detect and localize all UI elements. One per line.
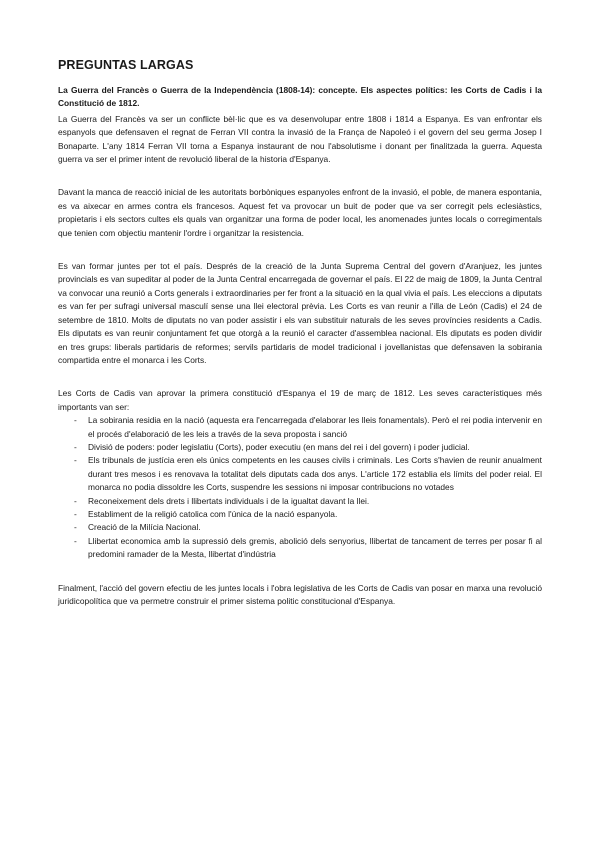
- list-item: [74, 414, 542, 441]
- list-item: [74, 454, 542, 494]
- page-title: PREGUNTAS LARGAS: [58, 58, 194, 72]
- bullet-marker: -: [74, 508, 77, 519]
- bullet-marker: -: [74, 455, 77, 466]
- list-item-text: Establiment de la religió catolica com l'única de la nació espanyola.: [88, 508, 338, 519]
- list-item: [74, 441, 542, 454]
- bullet-marker: -: [74, 415, 77, 426]
- bullet-marker: -: [74, 522, 77, 533]
- bullet-marker: -: [74, 441, 77, 452]
- list-item-text: Divisió de poders: poder legislatiu (Corts), poder executiu (en mans del rei i del govern) i poder judicial.: [88, 441, 470, 452]
- list-item: [74, 521, 542, 534]
- question-heading: La Guerra del Francès o Guerra de la Independència (1808-14): concepte. Els aspectes polítics: les Corts de Cadis i la Constitució de 1812.: [58, 85, 542, 109]
- list-item: [74, 535, 542, 562]
- paragraph-conclusion: Finalment, l'acció del govern efectiu de les juntes locals i l'obra legislativa de les Corts de Cadis van posar en marxa una revolució juridicopolítica que va permetre construir el primer sistema politic constitucional d'Espanya.: [58, 582, 542, 606]
- bullet-marker: -: [74, 495, 77, 506]
- list-item-text: Reconeixement dels drets i llibertats individuals i de la igualtat davant la llei.: [88, 495, 370, 506]
- paragraph-intro: La Guerra del Francès va ser un conflicte bèl·lic que es va desenvolupar entre 1808 i 1814 a Espanya. Es van enfrontar els espanyols que defensaven el regnat de Ferran VII contra la invasió de la França de Napoleó i el govern del seu germa Josep I Bonaparte. L'any 1814 Ferran VII torna a Espanya instaurant de nou l'absolutisme i donant per finalitzada la guerra. Aquesta guerra va ser el primer intent de revolució liberal de la historia d'Espanya.: [58, 113, 542, 165]
- paragraph-constitucio: Les Corts de Cadis van aprovar la primera constitució d'Espanya el 19 de març de 1812. Les seves característiques més importants van ser:: [58, 388, 542, 412]
- list-item: [74, 495, 542, 508]
- paragraph-junta-central: Es van formar juntes per tot el país. Després de la creació de la Junta Suprema Central del govern d'Aranjuez, les juntes provincials es van supeditar al poder de la Junta Central encarregada de governar el país. El 22 de maig de 1809, la Junta Central va convocar una reunió a Corts generals i extraordinaries per fer front a la situació en la qual vivia el país. Les eleccions a diputats es van fer per sufragi universal masculí sense una llei electoral prèvia. Les Corts es van reunir a l'illa de León (Cadis) el 24 de setembre de 1810. Molts de diputats no van poder assistir i els van substituir naturals de les seves províncies residents a Cadis. Els diputats es van reunir conjuntament fet que otorgà a la reunió el caracter d'assemblea nacional. Els diputats es poden dividir en tres grups: liberals partidaris de reformes; servils partidaris de model tradicional i jovellanistas que defensaven la sobirania compartida entre el monarca i les Corts.: [58, 261, 542, 365]
- list-item: [74, 508, 542, 521]
- list-item-text: La sobirania residia en la nació (aquesta era l'encarregada d'elaborar les lleis fonamentals). Però el rei podia intervenir en el procés d'elaboració de les leis a través de la seva proposta i sanció: [88, 415, 542, 439]
- paragraph-juntes-locals: Davant la manca de reacció inicial de les autoritats borbòniques espanyoles enfront de la invasió, el poble, de manera espontania, es va aixecar en armes contra els francesos. Aquest fet va provocar un buit de poder que va ser corregit pels eclesiàstics, propietaris i els sectors cultes els quals van organitzar una forma de poder local, les anomenades juntes locals o corregimentals que tenien com objectiu mantenir l'ordre i organitzar la resistencia.: [58, 187, 542, 238]
- bullet-marker: -: [74, 535, 77, 546]
- characteristics-list: [58, 414, 542, 561]
- list-item-text: Els tribunals de justícia eren els únics competents en les causes civils i criminals. Les Corts s'havien de reunir anualment durant tres mesos i es renovava la totalitat dels diputats cada dos anys. L'article 172 establia els límits del poder reial. El monarca no podia dissoldre les Corts, suspendre les sessions ni imposar contribucions no votades: [88, 455, 542, 493]
- list-item-text: Creació de la Milícia Nacional.: [88, 522, 201, 533]
- list-item-text: Llibertat economica amb la supressió dels gremis, abolició dels senyorius, llibertat de tancament de terres per posar fi al predomini ramader de la Mesta, llibertat d'indústria: [88, 535, 542, 560]
